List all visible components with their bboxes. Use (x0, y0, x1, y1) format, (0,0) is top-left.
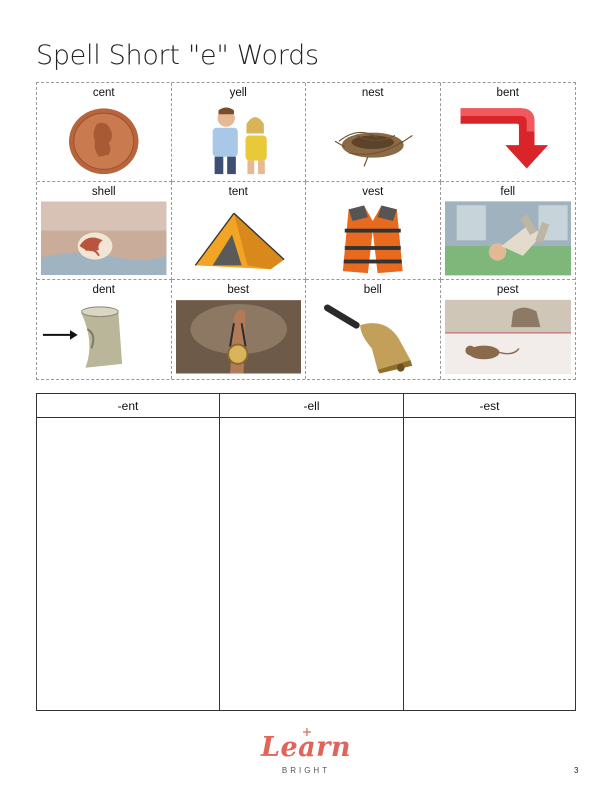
word-card-bent (441, 83, 576, 182)
word-card-best (172, 280, 307, 379)
medal-icon (176, 298, 302, 376)
word-label: tent (228, 185, 248, 198)
word-label: vest (362, 185, 384, 198)
word-sort-table (36, 393, 576, 711)
word-card-dent (37, 280, 172, 379)
word-card-fell (441, 182, 576, 281)
word-label: best (227, 284, 250, 297)
page-title: Spell Short "e" Words (36, 40, 319, 71)
word-label: cent (92, 87, 115, 99)
logo-wordmark: Learn (260, 732, 351, 763)
word-label: dent (92, 284, 115, 297)
answer-column-est[interactable] (404, 418, 575, 710)
word-card-yell (172, 83, 307, 182)
word-card-vest (306, 182, 441, 281)
word-label: nest (361, 87, 384, 99)
nest-icon (310, 101, 436, 178)
bent-arrow-icon (445, 101, 572, 178)
tent-icon (176, 200, 302, 277)
word-card-shell (37, 182, 172, 281)
word-card-tent (172, 182, 307, 281)
column-header-est: -est (404, 394, 575, 418)
learn-bright-logo (256, 730, 356, 780)
word-label: fell (500, 185, 516, 198)
mouse-icon (445, 298, 572, 376)
word-picture-grid (36, 82, 576, 380)
seashell-icon (41, 200, 167, 277)
word-label: pest (496, 284, 519, 297)
logo-subtitle: BRIGHT (281, 766, 331, 775)
column-header-ent: -ent (37, 394, 220, 418)
word-card-nest (306, 83, 441, 182)
word-label: bell (363, 284, 382, 297)
word-label: bent (496, 87, 519, 99)
fallen-boy-icon (445, 200, 572, 277)
word-card-bell (306, 280, 441, 379)
column-header-ell: -ell (220, 394, 404, 418)
answer-column-ent[interactable] (37, 418, 220, 710)
penny-icon (41, 101, 167, 178)
word-label: shell (91, 185, 116, 198)
word-label: yell (229, 87, 247, 99)
dented-can-icon (41, 298, 167, 376)
word-card-pest (441, 280, 576, 379)
bell-icon (310, 298, 436, 376)
answer-column-ell[interactable] (220, 418, 404, 710)
life-vest-icon (310, 200, 436, 277)
page-number: 3 (574, 766, 579, 775)
word-card-cent (37, 83, 172, 182)
yelling-kids-icon (176, 101, 302, 178)
